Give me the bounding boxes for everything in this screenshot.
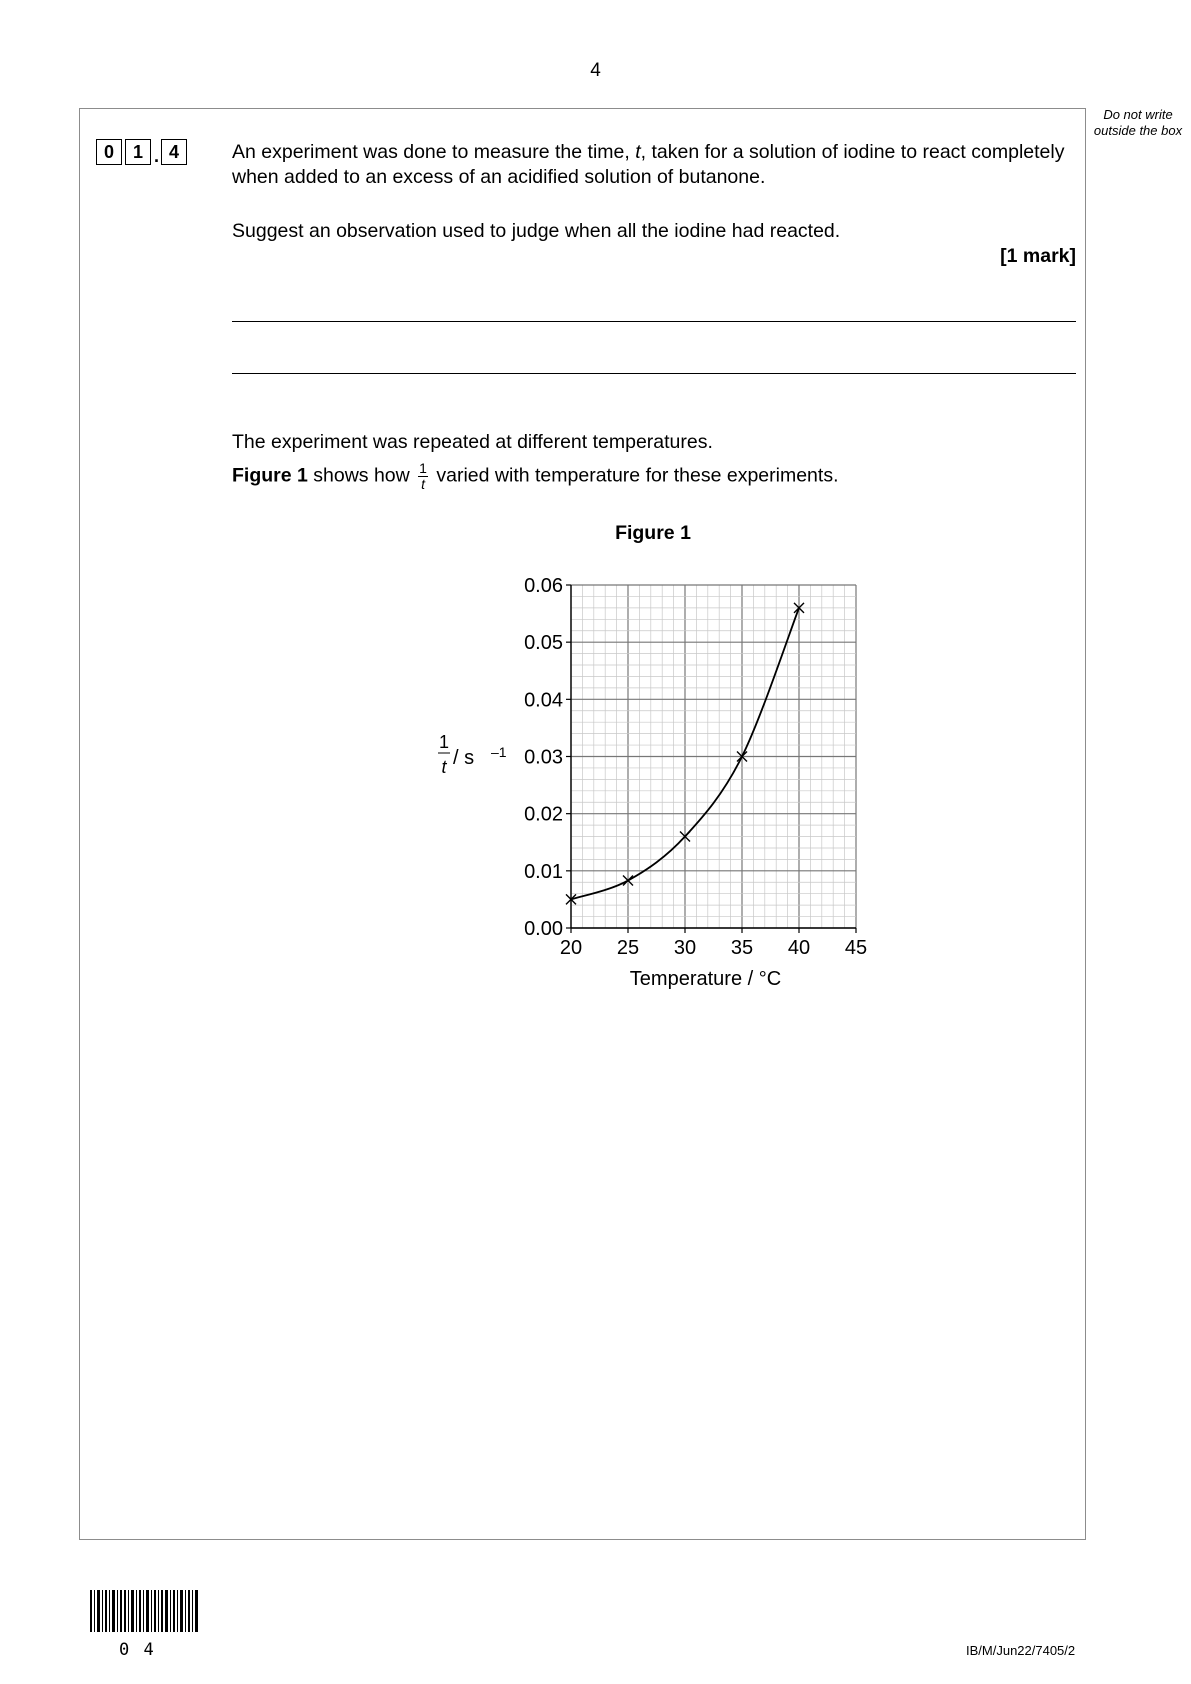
figure-title: Figure 1 [615, 522, 691, 544]
x-axis-label: Temperature / °C [629, 968, 782, 990]
inline-frac-den: t [421, 476, 426, 492]
question-text-end: , taken for a solution of iodine to react completely when added to an excess of an acidified solution of butanone. [232, 141, 1065, 188]
barcode-number: 0 4 [119, 1640, 156, 1660]
figure-ref-before: shows how [307, 464, 416, 487]
repeat-text: The experiment was repeated at different temperatures. [232, 431, 713, 453]
chart-grid [571, 585, 856, 928]
y-label-superscript: –1 [491, 744, 507, 760]
x-tick-label: 25 [616, 937, 640, 959]
time-symbol: t [635, 141, 641, 163]
inline-frac-num: 1 [419, 460, 427, 476]
page-number: 4 [590, 60, 601, 81]
y-tick-label: 0.02 [524, 803, 563, 826]
x-tick-label: 20 [559, 937, 583, 959]
y-tick-label: 0.04 [524, 689, 563, 712]
y-label-denominator: t [441, 757, 447, 777]
y-tick-label: 0.06 [524, 575, 563, 597]
x-tick-label: 35 [730, 937, 754, 959]
question-digit-2: 1 [125, 139, 151, 165]
footer-code: IB/M/Jun22/7405/2 [966, 1643, 1076, 1658]
y-label-unit: / s [453, 747, 475, 769]
figure-ref-label: Figure 1 [232, 464, 308, 487]
marks-label: [1 mark] [1000, 245, 1076, 267]
question-dot: . [154, 146, 160, 166]
y-label-numerator: 1 [438, 732, 450, 752]
question-text-start: An experiment was done to measure the time, [232, 141, 636, 163]
x-tick-label: 45 [844, 937, 868, 959]
x-tick-label: 30 [673, 937, 697, 959]
y-tick-label: 0.03 [524, 746, 563, 769]
barcode [90, 1590, 200, 1632]
y-tick-label: 0.00 [524, 918, 563, 940]
x-tick-label: 40 [787, 937, 811, 959]
margin-note: Do not write outside the box [1093, 107, 1183, 138]
question-digit-1: 0 [96, 139, 122, 165]
figure-ref-after: varied with temperature for these experiments. [430, 464, 839, 487]
question-digit-3: 4 [161, 139, 187, 165]
y-tick-label: 0.01 [524, 860, 563, 883]
y-tick-label: 0.05 [524, 632, 563, 655]
question-instruction: Suggest an observation used to judge when all the iodine had reacted. [232, 220, 841, 242]
